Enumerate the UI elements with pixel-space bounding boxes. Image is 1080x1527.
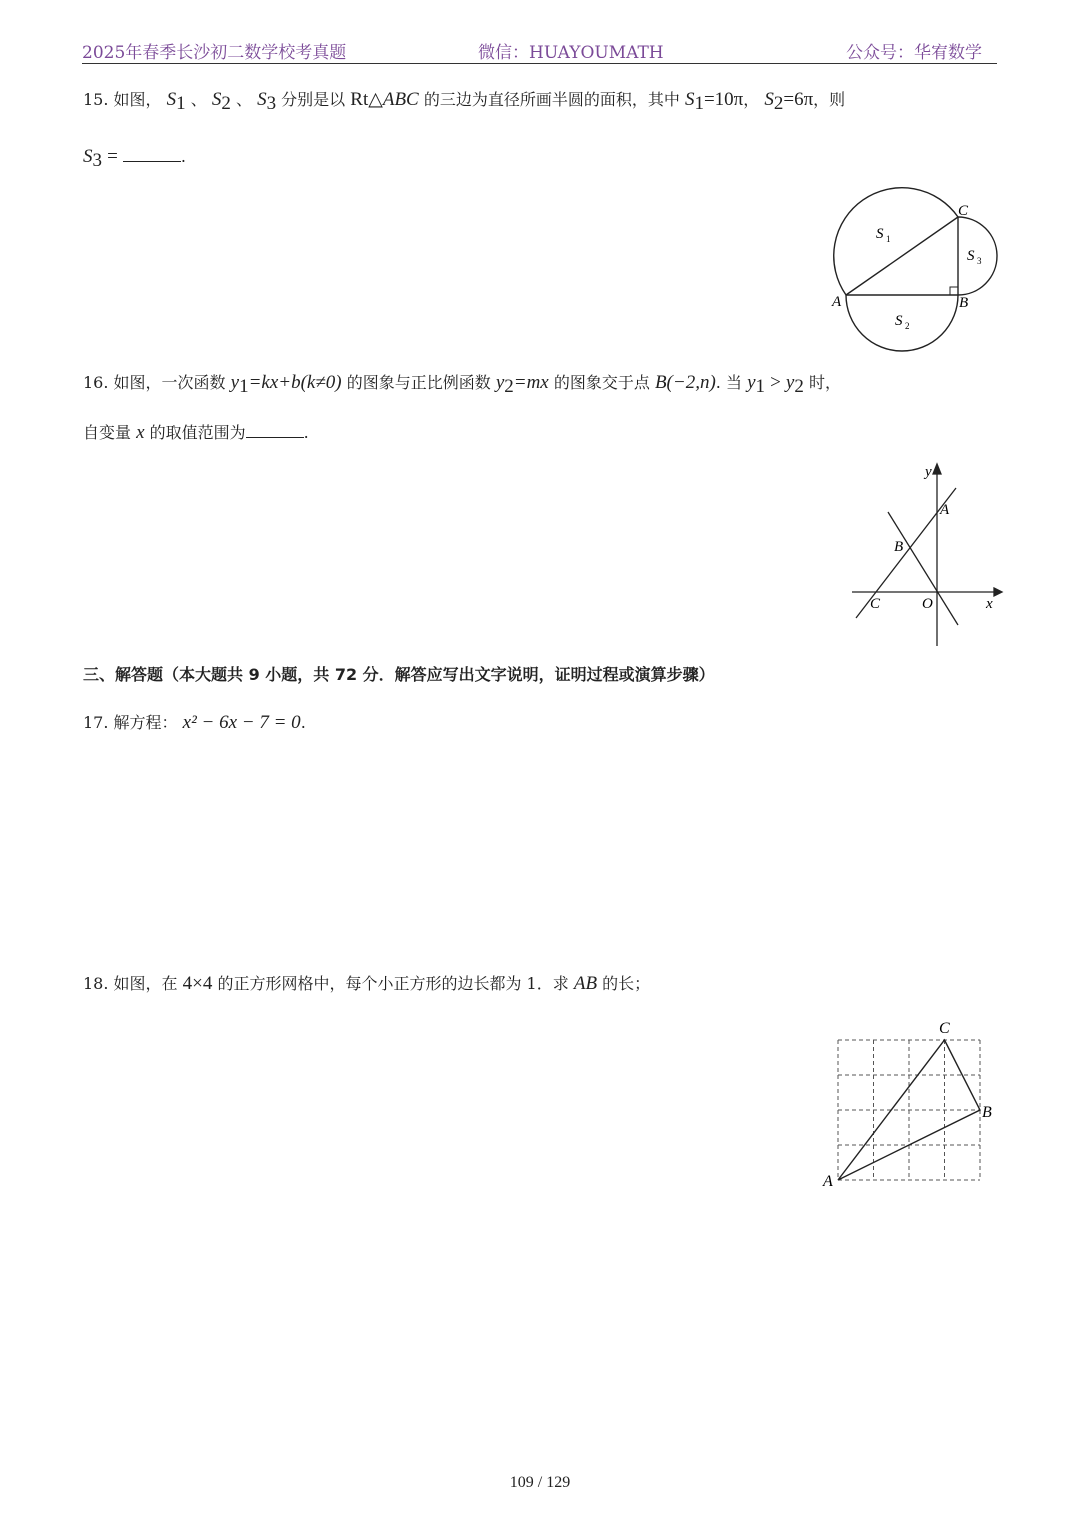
q18-number: 18. (83, 974, 109, 993)
vertex-A: A (832, 294, 842, 310)
q18-figure (818, 1014, 1004, 1192)
header-left: 2025年春季长沙初二数学校考真题 (82, 43, 347, 63)
q15-text1: 如图， (113, 90, 162, 109)
page-number: 109 / 129 (509, 1474, 571, 1491)
q15-figure (826, 182, 1006, 354)
svg-text:1: 1 (886, 234, 891, 244)
header-right: 公众号：华宥数学 (846, 43, 982, 63)
q16-figure (846, 458, 1006, 650)
svg-text:2: 2 (905, 321, 910, 331)
section-3-heading: 三、解答题（本大题共 9 小题，共 72 分．解答应写出文字说明，证明过程或演算步骤） (83, 665, 715, 684)
point-A: A (940, 502, 950, 518)
label-S2: S (895, 313, 903, 329)
axis-label-y: y (925, 464, 932, 480)
point-O: O (922, 596, 933, 612)
vertex-A: A (823, 1173, 833, 1190)
q17-equation: x² − 6x − 7 = 0 (182, 712, 301, 733)
question-15-line1: 15. 如图， $S_1$ 、 $S_2$ 、 $S_3$ 分别是以 Rt△ABC 的三边为直径所画半圆的面积，其中 $S_1=10\pi$， $S_2=6\pi$，则 (83, 89, 846, 115)
svg-text:3: 3 (977, 256, 982, 266)
vertex-C: C (939, 1020, 950, 1037)
vertex-C: C (958, 203, 969, 219)
answer-blank-16[interactable] (246, 423, 304, 438)
q17-number: 17. (83, 713, 109, 732)
point-C: C (870, 596, 881, 612)
label-S3: S (967, 248, 975, 264)
question-17: 17. 解方程： x² − 6x − 7 = 0. (83, 712, 306, 733)
header-center: 微信：HUAYOUMATH (478, 43, 664, 63)
axis-label-x: x (986, 596, 993, 612)
vertex-B: B (982, 1104, 992, 1121)
header-divider (82, 63, 997, 64)
point-B: B (894, 539, 904, 555)
question-16-line1: 16. 如图，一次函数 $y_1=kx+b(k\ne 0)$ 的图象与正比例函数 $y_2=mx$ 的图象交于点 B(−2,n). 当 $y_1 > y_2$ 时， (83, 372, 841, 398)
question-15-line2: $S_3$ = . (83, 146, 186, 172)
label-S1: S (876, 226, 884, 242)
q16-number: 16. (83, 373, 109, 392)
answer-blank-15[interactable] (123, 147, 181, 162)
vertex-B: B (959, 295, 969, 311)
question-16-line2: 自变量 x 的取值范围为 . (83, 422, 309, 443)
q15-number: 15. (83, 90, 109, 109)
question-18: 18. 如图，在 4×4 的正方形网格中，每个小正方形的边长都为 1．求 AB 的长； (83, 973, 651, 994)
